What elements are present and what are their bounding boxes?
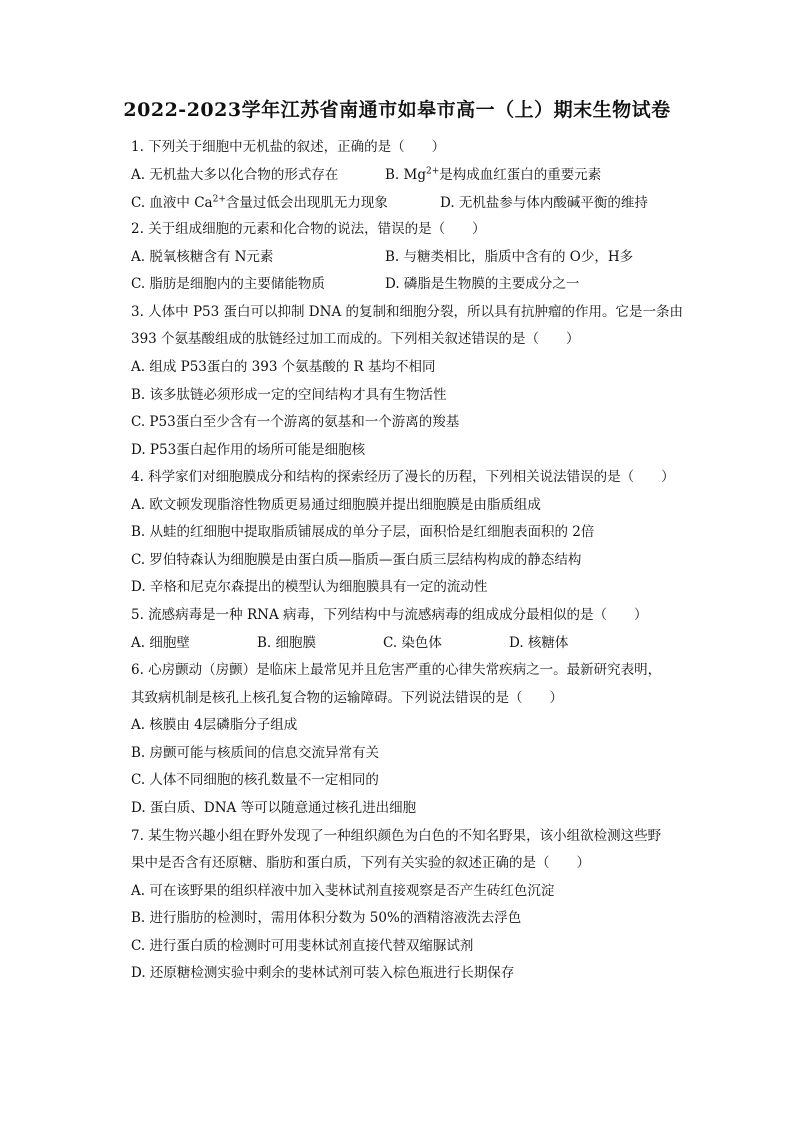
question-4-option-a: A. 欧文顿发现脂溶性物质更易通过细胞膜并提出细胞膜是由脂质组成 bbox=[131, 497, 541, 513]
question-6-option-a: A. 核膜由 4层磷脂分子组成 bbox=[131, 717, 298, 733]
question-5-option-d: D. 核糖体 bbox=[509, 635, 569, 651]
question-2-stem: 2. 关于组成细胞的元素和化合物的说法，错误的是（ ） bbox=[131, 221, 486, 237]
question-4-option-c: C. 罗伯特森认为细胞膜是由蛋白质—脂质—蛋白质三层结构构成的静态结构 bbox=[131, 552, 582, 568]
question-4-option-b: B. 从蛙的红细胞中提取脂质铺展成的单分子层，面积恰是红细胞表面积的 2倍 bbox=[131, 524, 595, 540]
option-c-text: 含量过低会出现肌无力现象 bbox=[225, 195, 388, 211]
question-2-option-b: B. 与糖类相比，脂质中含有的 O少，H多 bbox=[385, 249, 634, 265]
question-7-option-a: A. 可在该野果的组织样液中加入斐林试剂直接观察是否产生砖红色沉淀 bbox=[131, 883, 555, 899]
question-1-option-b bbox=[385, 165, 601, 185]
option-c-prefix: C. 血液中 Ca bbox=[131, 195, 213, 211]
superscript-charge: 2+ bbox=[212, 194, 226, 205]
question-3-option-d: D. P53蛋白起作用的场所可能是细胞核 bbox=[131, 442, 366, 458]
question-4-option-d: D. 辛格和尼克尔森提出的模型认为细胞膜具有一定的流动性 bbox=[131, 579, 488, 595]
question-5-option-c: C. 染色体 bbox=[383, 635, 442, 651]
question-2-option-c: C. 脂肪是细胞内的主要储能物质 bbox=[131, 276, 325, 292]
question-2-option-a: A. 脱氧核糖含有 N元素 bbox=[131, 249, 274, 265]
question-3-stem-line1: 3. 人体中 P53 蛋白可以抑制 DNA 的复制和细胞分裂，所以具有抗肿瘤的作用。它是一条由 bbox=[131, 304, 683, 320]
superscript-charge: 2+ bbox=[425, 166, 440, 177]
question-1-option-c bbox=[131, 193, 388, 213]
question-2-option-d: D. 磷脂是生物膜的主要成分之一 bbox=[385, 276, 580, 292]
question-1-option-d: D. 无机盐参与体内酸碱平衡的维持 bbox=[440, 195, 648, 211]
question-5-option-b: B. 细胞膜 bbox=[257, 635, 317, 651]
question-5-stem: 5. 流感病毒是一种 RNA 病毒，下列结构中与流感病毒的组成成分最相似的是（ ） bbox=[131, 607, 648, 623]
question-1-option-a: A. 无机盐大多以化合物的形式存在 bbox=[131, 167, 339, 183]
question-3-option-c: C. P53蛋白至少含有一个游离的氨基和一个游离的羧基 bbox=[131, 414, 460, 430]
question-6-stem-line1: 6. 心房颤动（房颤）是临床上最常见并且危害严重的心律失常疾病之一。最新研究表明， bbox=[131, 662, 662, 678]
question-6-option-b: B. 房颤可能与核质间的信息交流异常有关 bbox=[131, 745, 380, 761]
option-b-prefix: B. Mg bbox=[385, 167, 426, 183]
question-7-option-d: D. 还原糖检测实验中剩余的斐林试剂可装入棕色瓶进行长期保存 bbox=[131, 965, 515, 981]
question-6-stem-line2: 其致病机制是核孔上核孔复合物的运输障碍。下列说法错误的是（ ） bbox=[131, 690, 563, 706]
question-7-option-c: C. 进行蛋白质的检测时可用斐林试剂直接代替双缩脲试剂 bbox=[131, 938, 474, 954]
option-b-text: 是构成血红蛋白的重要元素 bbox=[439, 167, 602, 183]
question-4-stem: 4. 科学家们对细胞膜成分和结构的探索经历了漫长的历程，下列相关说法错误的是（ ） bbox=[131, 469, 675, 485]
question-7-stem-line1: 7. 某生物兴趣小组在野外发现了一种组织颜色为白色的不知名野果，该小组欲检测这些野 bbox=[131, 828, 662, 844]
question-6-option-d: D. 蛋白质、DNA 等可以随意通过核孔进出细胞 bbox=[131, 800, 417, 816]
question-5-option-a: A. 细胞壁 bbox=[131, 635, 190, 651]
question-3-option-a: A. 组成 P53蛋白的 393 个氨基酸的 R 基均不相同 bbox=[131, 359, 436, 375]
question-7-stem-line2: 果中是否含有还原糖、脂肪和蛋白质，下列有关实验的叙述正确的是（ ） bbox=[131, 855, 590, 871]
question-3-stem-line2: 393 个氨基酸组成的肽链经过加工而成的。下列相关叙述错误的是（ ） bbox=[131, 331, 580, 347]
exam-title: 2022-2023学年江苏省南通市如皋市高一（上）期末生物试卷 bbox=[123, 99, 671, 121]
question-7-option-b: B. 进行脂肪的检测时，需用体积分数为 50%的酒精溶液洗去浮色 bbox=[131, 910, 522, 926]
question-6-option-c: C. 人体不同细胞的核孔数量不一定相同的 bbox=[131, 772, 379, 788]
question-3-option-b: B. 该多肽链必须形成一定的空间结构才具有生物活性 bbox=[131, 387, 447, 403]
question-1-stem: 1. 下列关于细胞中无机盐的叙述，正确的是（ ） bbox=[131, 139, 446, 155]
